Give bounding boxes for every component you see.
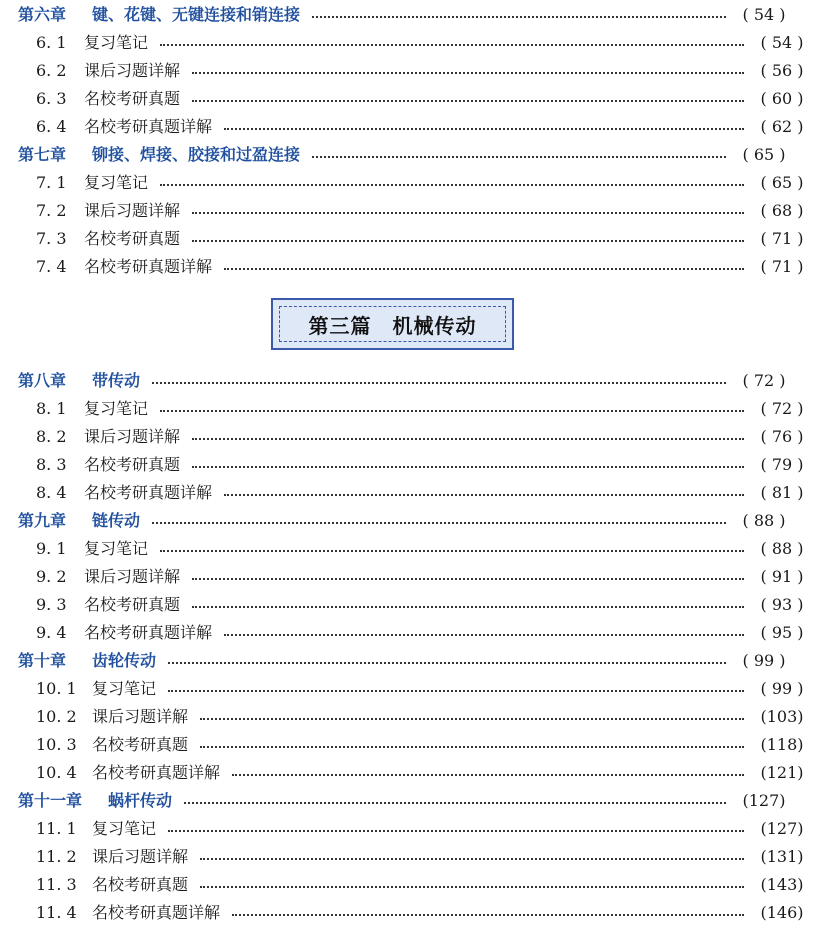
section-title: 复习笔记: [92, 679, 157, 698]
page-number: ( 56 ): [760, 61, 804, 80]
chapter-number: 第七章: [18, 145, 67, 164]
section-number: 7. 3: [36, 229, 67, 248]
toc-chapter-11[interactable]: [0, 787, 808, 815]
toc-section-11-3[interactable]: [0, 871, 826, 899]
section-number: 6. 1: [36, 33, 67, 52]
dot-leader: [192, 100, 744, 102]
section-number: 6. 3: [36, 89, 67, 108]
section-number: 7. 2: [36, 201, 67, 220]
dot-leader: [192, 466, 744, 468]
section-number: 9. 2: [36, 567, 67, 586]
chapter-number: 第十一章: [18, 791, 83, 810]
dot-leader: [168, 830, 744, 832]
dot-leader: [192, 578, 744, 580]
dot-leader: [192, 212, 744, 214]
section-title: 名校考研真题: [84, 89, 181, 108]
page-number: ( 72 ): [760, 399, 804, 418]
toc-section-10-2[interactable]: [0, 703, 826, 731]
chapter-title: 铆接、焊接、胶接和过盈连接: [92, 145, 301, 164]
section-number: 9. 4: [36, 623, 67, 642]
toc-section-9-2[interactable]: [0, 563, 826, 591]
dot-leader: [192, 240, 744, 242]
chapter-number: 第六章: [18, 5, 67, 24]
section-title: 课后习题详解: [84, 427, 181, 446]
section-title: 名校考研真题详解: [84, 257, 213, 276]
page-number: ( 81 ): [760, 483, 804, 502]
dot-leader: [224, 494, 744, 496]
section-number: 11. 1: [36, 819, 77, 838]
section-title: 复习笔记: [84, 173, 149, 192]
dot-leader: [312, 156, 726, 158]
section-number: 7. 1: [36, 173, 67, 192]
page-number: ( 91 ): [760, 567, 804, 586]
toc-section-9-4[interactable]: [0, 619, 826, 647]
page-number: ( 71 ): [760, 257, 804, 276]
section-title: 课后习题详解: [92, 847, 189, 866]
part-title: 第三篇 机械传动: [308, 313, 477, 338]
section-title: 课后习题详解: [92, 707, 189, 726]
toc-chapter-6[interactable]: [0, 1, 808, 29]
page-number: (127): [742, 791, 786, 810]
section-title: 名校考研真题详解: [84, 623, 213, 642]
toc-section-11-2[interactable]: [0, 843, 826, 871]
page-number: (121): [760, 763, 804, 782]
toc-section-8-1[interactable]: [0, 395, 826, 423]
section-number: 9. 3: [36, 595, 67, 614]
section-number: 8. 3: [36, 455, 67, 474]
dot-leader: [184, 802, 726, 804]
dot-leader: [160, 410, 744, 412]
toc-section-8-2[interactable]: [0, 423, 826, 451]
dot-leader: [152, 382, 726, 384]
toc-section-6-4[interactable]: [0, 113, 826, 141]
page-number: ( 76 ): [760, 427, 804, 446]
toc-section-7-2[interactable]: [0, 197, 826, 225]
toc-section-7-4[interactable]: [0, 253, 826, 281]
toc-section-9-3[interactable]: [0, 591, 826, 619]
section-number: 10. 1: [36, 679, 77, 698]
chapter-title: 齿轮传动: [92, 651, 157, 670]
page-number: ( 54 ): [742, 5, 786, 24]
dot-leader: [200, 858, 744, 860]
toc-chapter-7[interactable]: [0, 141, 808, 169]
section-title: 复习笔记: [92, 819, 157, 838]
page-number: ( 65 ): [760, 173, 804, 192]
toc-section-10-4[interactable]: [0, 759, 826, 787]
section-title: 课后习题详解: [84, 567, 181, 586]
section-title: 名校考研真题: [92, 735, 189, 754]
dot-leader: [312, 16, 726, 18]
dot-leader: [192, 72, 744, 74]
section-number: 11. 4: [36, 903, 77, 922]
dot-leader: [200, 746, 744, 748]
dot-leader: [160, 184, 744, 186]
dot-leader: [232, 774, 744, 776]
section-title: 名校考研真题详解: [92, 903, 221, 922]
dot-leader: [224, 128, 744, 130]
dot-leader: [152, 522, 726, 524]
page-number: (118): [760, 735, 804, 754]
toc-section-8-4[interactable]: [0, 479, 826, 507]
toc-section-11-1[interactable]: [0, 815, 826, 843]
section-title: 复习笔记: [84, 33, 149, 52]
toc-section-6-1[interactable]: [0, 29, 826, 57]
dot-leader: [192, 438, 744, 440]
page-number: (127): [760, 819, 804, 838]
toc-section-9-1[interactable]: [0, 535, 826, 563]
dot-leader: [232, 914, 744, 916]
section-title: 课后习题详解: [84, 201, 181, 220]
section-title: 复习笔记: [84, 539, 149, 558]
section-number: 8. 1: [36, 399, 67, 418]
chapter-title: 键、花键、无键连接和销连接: [92, 5, 301, 24]
section-number: 6. 4: [36, 117, 67, 136]
chapter-title: 蜗杆传动: [108, 791, 173, 810]
section-number: 7. 4: [36, 257, 67, 276]
section-title: 名校考研真题: [84, 229, 181, 248]
dot-leader: [224, 634, 744, 636]
dot-leader: [200, 718, 744, 720]
dot-leader: [192, 606, 744, 608]
dot-leader: [168, 690, 744, 692]
dot-leader: [200, 886, 744, 888]
section-number: 9. 1: [36, 539, 67, 558]
page-number: (131): [760, 847, 804, 866]
section-number: 6. 2: [36, 61, 67, 80]
toc-section-11-4[interactable]: [0, 899, 826, 927]
section-title: 名校考研真题详解: [84, 117, 213, 136]
toc-section-7-1[interactable]: [0, 169, 826, 197]
section-title: 名校考研真题: [92, 875, 189, 894]
section-number: 10. 4: [36, 763, 77, 782]
page-number: ( 88 ): [742, 511, 786, 530]
toc-chapter-8[interactable]: [0, 367, 808, 395]
section-number: 8. 4: [36, 483, 67, 502]
toc-section-8-3[interactable]: [0, 451, 826, 479]
page-number: (146): [760, 903, 804, 922]
page-number: ( 60 ): [760, 89, 804, 108]
dot-leader: [224, 268, 744, 270]
section-title: 名校考研真题: [84, 595, 181, 614]
page-number: ( 71 ): [760, 229, 804, 248]
section-number: 10. 2: [36, 707, 77, 726]
page-number: (143): [760, 875, 804, 894]
section-number: 10. 3: [36, 735, 77, 754]
section-title: 名校考研真题详解: [84, 483, 213, 502]
page-number: ( 99 ): [742, 651, 786, 670]
section-title: 名校考研真题详解: [92, 763, 221, 782]
dot-leader: [160, 44, 744, 46]
page-number: ( 79 ): [760, 455, 804, 474]
chapter-number: 第十章: [18, 651, 67, 670]
page-number: ( 54 ): [760, 33, 804, 52]
dot-leader: [168, 662, 726, 664]
page-number: ( 93 ): [760, 595, 804, 614]
part-heading-banner: [271, 298, 514, 350]
toc-chapter-9[interactable]: [0, 507, 808, 535]
chapter-number: 第八章: [18, 371, 67, 390]
page-number: (103): [760, 707, 804, 726]
chapter-title: 链传动: [92, 511, 141, 530]
dot-leader: [160, 550, 744, 552]
toc-section-10-3[interactable]: [0, 731, 826, 759]
chapter-number: 第九章: [18, 511, 67, 530]
toc-chapter-10[interactable]: [0, 647, 808, 675]
section-title: 名校考研真题: [84, 455, 181, 474]
chapter-title: 带传动: [92, 371, 141, 390]
toc-section-6-2[interactable]: [0, 57, 826, 85]
toc-section-7-3[interactable]: [0, 225, 826, 253]
section-title: 课后习题详解: [84, 61, 181, 80]
toc-section-6-3[interactable]: [0, 85, 826, 113]
page-number: ( 95 ): [760, 623, 804, 642]
section-title: 复习笔记: [84, 399, 149, 418]
section-number: 8. 2: [36, 427, 67, 446]
page-number: ( 68 ): [760, 201, 804, 220]
page-number: ( 88 ): [760, 539, 804, 558]
page-number: ( 65 ): [742, 145, 786, 164]
section-number: 11. 3: [36, 875, 77, 894]
page-number: ( 72 ): [742, 371, 786, 390]
page-number: ( 99 ): [760, 679, 804, 698]
toc-section-10-1[interactable]: [0, 675, 826, 703]
section-number: 11. 2: [36, 847, 77, 866]
page-number: ( 62 ): [760, 117, 804, 136]
